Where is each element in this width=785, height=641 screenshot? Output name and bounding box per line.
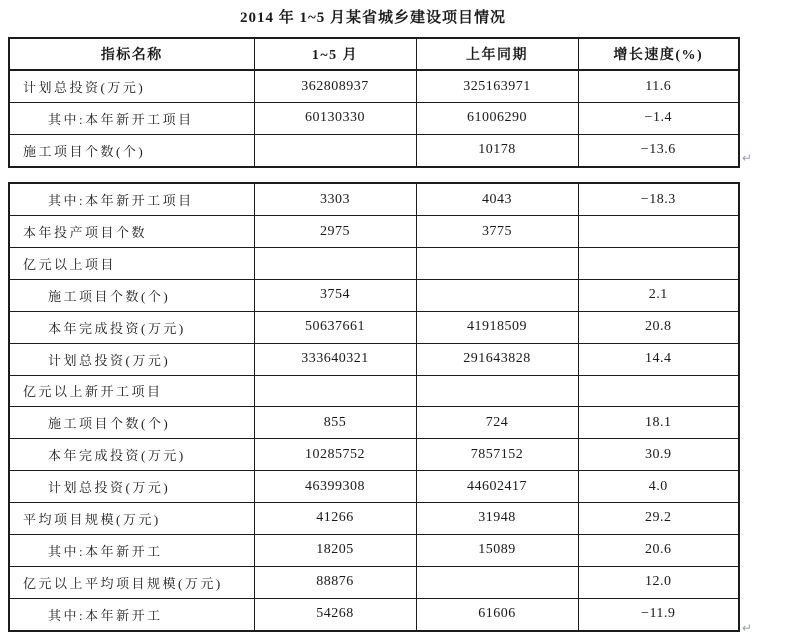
table-row	[9, 407, 739, 439]
indicator-label-cell: 本年投产项目个数	[9, 216, 254, 248]
prior-period-value-cell: 3775	[416, 216, 578, 248]
growth-rate-value-cell: 12.0	[578, 566, 739, 598]
growth-rate-value-cell: −11.9	[578, 598, 739, 631]
indicator-label-cell: 平均项目规模(万元)	[9, 503, 254, 535]
table-row	[9, 70, 739, 103]
prior-period-value-cell	[416, 248, 578, 280]
table-row	[9, 534, 739, 566]
indicator-label-cell: 亿元以上平均项目规模(万元)	[9, 566, 254, 598]
growth-rate-value-cell: 2.1	[578, 279, 739, 311]
prior-period-value-cell: 291643828	[416, 343, 578, 375]
growth-rate-value-cell	[578, 375, 739, 407]
indicator-label-cell: 施工项目个数(个)	[9, 407, 254, 439]
prior-period-value-cell: 61006290	[416, 103, 578, 135]
summary-table	[8, 37, 740, 168]
table-row	[9, 566, 739, 598]
indicator-label-cell: 其中:本年新开工项目	[9, 183, 254, 216]
col-header-indicator: 指标名称	[9, 38, 254, 70]
current-period-value-cell: 50637661	[254, 311, 416, 343]
prior-period-value-cell: 15089	[416, 534, 578, 566]
indicator-label-cell: 计划总投资(万元)	[9, 471, 254, 503]
growth-rate-value-cell: 20.6	[578, 534, 739, 566]
growth-rate-value-cell	[578, 216, 739, 248]
table-row	[9, 343, 739, 375]
current-period-value-cell: 41266	[254, 503, 416, 535]
indicator-label-cell: 计划总投资(万元)	[9, 343, 254, 375]
growth-rate-value-cell: 14.4	[578, 343, 739, 375]
table-row	[9, 216, 739, 248]
indicator-label-cell: 施工项目个数(个)	[9, 134, 254, 167]
col-header-current-period: 1~5 月	[254, 38, 416, 70]
table-row	[9, 439, 739, 471]
current-period-value-cell: 333640321	[254, 343, 416, 375]
growth-rate-value-cell: −1.4	[578, 103, 739, 135]
prior-period-value-cell	[416, 375, 578, 407]
growth-rate-value-cell: 20.8	[578, 311, 739, 343]
page-title: 2014 年 1~5 月某省城乡建设项目情况	[239, 10, 507, 26]
prior-period-value-cell	[416, 566, 578, 598]
table-row	[9, 375, 739, 407]
indicator-label-cell: 计划总投资(万元)	[9, 70, 254, 103]
current-period-value-cell: 10285752	[254, 439, 416, 471]
table-row	[9, 311, 739, 343]
growth-rate-value-cell: 4.0	[578, 471, 739, 503]
current-period-value-cell: 88876	[254, 566, 416, 598]
prior-period-value-cell: 41918509	[416, 311, 578, 343]
indicator-label-cell: 其中:本年新开工项目	[9, 103, 254, 135]
paragraph-return-icon: ↵	[742, 621, 753, 635]
indicator-label-cell: 亿元以上项目	[9, 248, 254, 280]
table-row	[9, 134, 739, 167]
indicator-label-cell: 亿元以上新开工项目	[9, 375, 254, 407]
table-row	[9, 103, 739, 135]
indicator-label-cell: 本年完成投资(万元)	[9, 439, 254, 471]
current-period-value-cell	[254, 248, 416, 280]
current-period-value-cell: 3754	[254, 279, 416, 311]
col-header-prior-period: 上年同期	[416, 38, 578, 70]
growth-rate-value-cell	[578, 248, 739, 280]
prior-period-value-cell: 325163971	[416, 70, 578, 103]
table-row	[9, 503, 739, 535]
growth-rate-value-cell: 18.1	[578, 407, 739, 439]
table-row	[9, 279, 739, 311]
prior-period-value-cell: 31948	[416, 503, 578, 535]
growth-rate-value-cell: −13.6	[578, 134, 739, 167]
current-period-value-cell: 3303	[254, 183, 416, 216]
indicator-label-cell: 其中:本年新开工	[9, 598, 254, 631]
current-period-value-cell: 855	[254, 407, 416, 439]
growth-rate-value-cell: 30.9	[578, 439, 739, 471]
current-period-value-cell: 46399308	[254, 471, 416, 503]
prior-period-value-cell: 7857152	[416, 439, 578, 471]
growth-rate-value-cell: −18.3	[578, 183, 739, 216]
indicator-label-cell: 其中:本年新开工	[9, 534, 254, 566]
detail-table	[8, 182, 740, 632]
growth-rate-value-cell: 29.2	[578, 503, 739, 535]
prior-period-value-cell: 61606	[416, 598, 578, 631]
table-row	[9, 183, 739, 216]
prior-period-value-cell: 10178	[416, 134, 578, 167]
prior-period-value-cell: 724	[416, 407, 578, 439]
current-period-value-cell: 18205	[254, 534, 416, 566]
prior-period-value-cell	[416, 279, 578, 311]
current-period-value-cell: 2975	[254, 216, 416, 248]
current-period-value-cell: 54268	[254, 598, 416, 631]
header-row	[9, 38, 739, 70]
paragraph-return-icon: ↵	[742, 151, 753, 165]
current-period-value-cell	[254, 375, 416, 407]
table-row	[9, 248, 739, 280]
current-period-value-cell: 362808937	[254, 70, 416, 103]
prior-period-value-cell: 4043	[416, 183, 578, 216]
prior-period-value-cell: 44602417	[416, 471, 578, 503]
indicator-label-cell: 施工项目个数(个)	[9, 279, 254, 311]
indicator-label-cell: 本年完成投资(万元)	[9, 311, 254, 343]
table-row	[9, 598, 739, 631]
growth-rate-value-cell: 11.6	[578, 70, 739, 103]
current-period-value-cell	[254, 134, 416, 167]
current-period-value-cell: 60130330	[254, 103, 416, 135]
col-header-growth-rate: 增长速度(%)	[578, 38, 739, 70]
table-row	[9, 471, 739, 503]
